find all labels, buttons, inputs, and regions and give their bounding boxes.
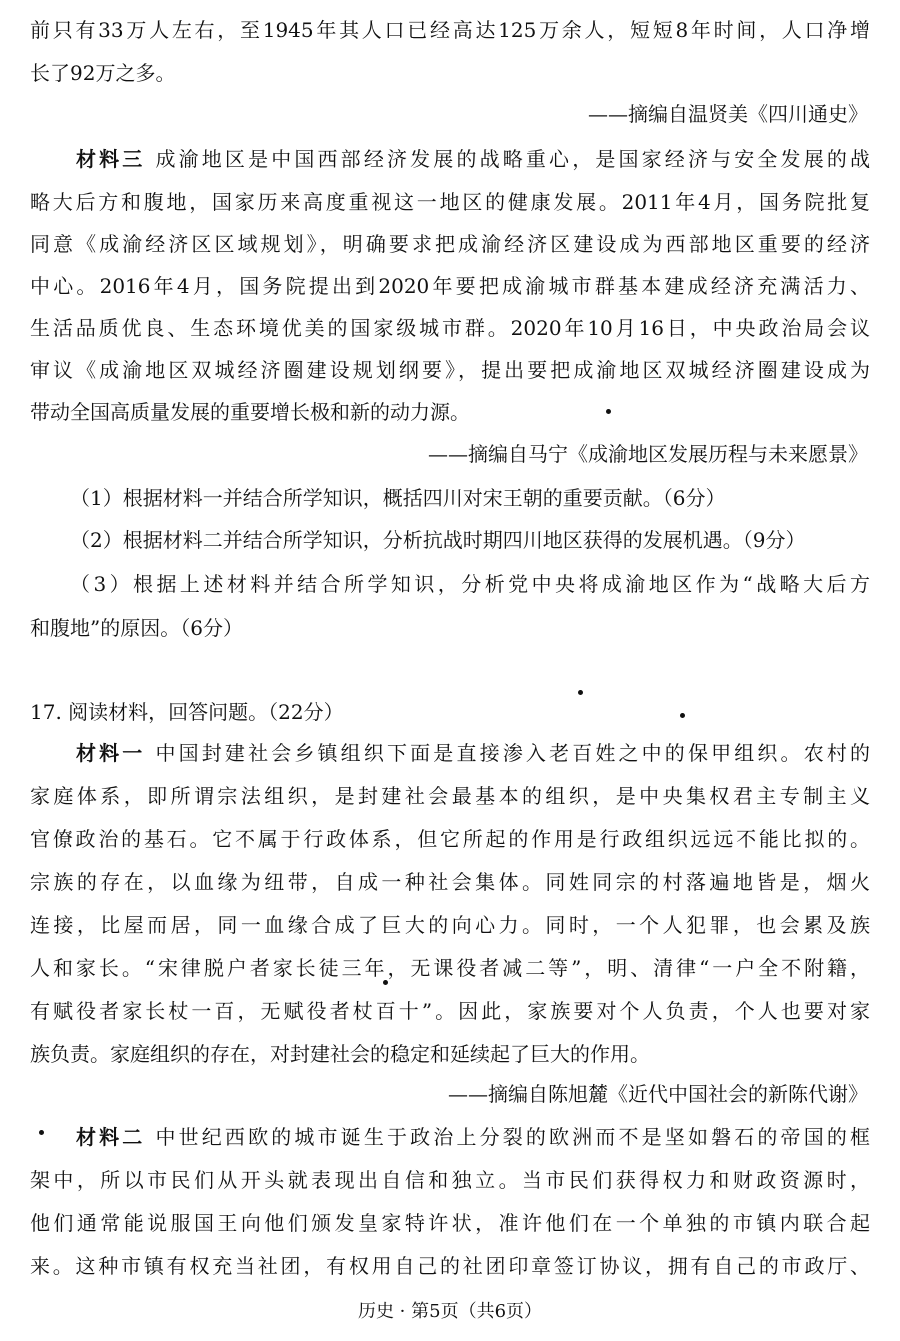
text-line: 中心。2016年4月，国务院提出到2020年要把成渝城市群基本建成经济充满活力、 [30, 274, 870, 298]
text-line: 长了92万之多。 [30, 61, 176, 85]
material-label: 材料三 [76, 147, 146, 171]
text-line: 审议《成渝地区双城经济圈建设规划纲要》，提出要把成渝地区双城经济圈建设成为 [30, 358, 870, 382]
citation: ——摘编自陈旭麓《近代中国社会的新陈代谢》 [448, 1082, 868, 1106]
scan-speck [39, 1130, 44, 1135]
question-item: （2）根据材料二并结合所学知识，分析抗战时期四川地区获得的发展机遇。（9分） [70, 528, 806, 552]
question-item: （1）根据材料一并结合所学知识，概括四川对宋王朝的重要贡献。（6分） [70, 486, 726, 510]
text-line: 他们通常能说服国王向他们颁发皇家特许状，准许他们在一个单独的市镇内联合起 [30, 1211, 870, 1235]
text-line: 人和家长。“宋律脱户者家长徒三年，无课役者减二等”，明、清律“一户全不附籍， [30, 956, 870, 980]
text-line: 略大后方和腹地，国家历来高度重视这一地区的健康发展。2011年4月，国务院批复 [30, 190, 870, 214]
material-label: 材料二 [76, 1125, 146, 1149]
text-line: 家庭体系，即所谓宗法组织，是封建社会最基本的组织，是中央集权君主专制主义 [30, 784, 870, 808]
text-line: 宗族的存在，以血缘为纽带，自成一种社会集体。同姓同宗的村落遍地皆是，烟火 [30, 870, 870, 894]
material1-first-line [30, 739, 870, 767]
text-line: 中国封建社会乡镇组织下面是直接渗入老百姓之中的保甲组织。农村的 [155, 741, 870, 765]
question-heading: 17. 阅读材料，回答问题。（22分） [30, 700, 344, 724]
text-line: 前只有33万人左右，至1945年其人口已经高达125万余人，短短8年时间，人口净增 [30, 18, 870, 42]
scan-speck [680, 713, 685, 718]
text-line: 成渝地区是中国西部经济发展的战略重心，是国家经济与安全发展的战 [155, 147, 870, 171]
text-line: 带动全国高质量发展的重要增长极和新的动力源。 [30, 400, 470, 424]
material3-first-line [30, 145, 870, 173]
question-item: 和腹地”的原因。（6分） [30, 616, 243, 640]
text-line: 同意《成渝经济区区域规划》，明确要求把成渝经济区建设成为西部地区重要的经济 [30, 232, 870, 256]
question-item: （3）根据上述材料并结合所学知识，分析党中央将成渝地区作为“战略大后方 [70, 572, 870, 596]
text-line: 官僚政治的基石。它不属于行政体系，但它所起的作用是行政组织远远不能比拟的。 [30, 827, 870, 851]
text-line: 架中，所以市民们从开头就表现出自信和独立。当市民们获得权力和财政资源时， [30, 1168, 870, 1192]
scan-speck [578, 690, 583, 695]
citation: ——摘编自马宁《成渝地区发展历程与未来愿景》 [428, 442, 868, 466]
text-line: 中世纪西欧的城市诞生于政治上分裂的欧洲而不是坚如磐石的帝国的框 [155, 1125, 870, 1149]
page-footer: 历史 · 第5页（共6页） [357, 1301, 543, 1322]
text-line: 族负责。家庭组织的存在，对封建社会的稳定和延续起了巨大的作用。 [30, 1042, 650, 1066]
material2-first-line [30, 1123, 870, 1151]
text-line: 来。这种市镇有权充当社团，有权用自己的社团印章签订协议，拥有自己的市政厅、 [30, 1254, 870, 1278]
scan-speck [383, 980, 388, 985]
scan-speck [606, 409, 611, 414]
citation: ——摘编自温贤美《四川通史》 [588, 102, 868, 126]
text-line: 生活品质优良、生态环境优美的国家级城市群。2020年10月16日，中央政治局会议 [30, 316, 870, 340]
material-label: 材料一 [76, 741, 146, 765]
text-line: 连接，比屋而居，同一血缘合成了巨大的向心力。同时，一个人犯罪，也会累及族 [30, 913, 870, 937]
text-line: 有赋役者家长杖一百，无赋役者杖百十”。因此，家族要对个人负责，个人也要对家 [30, 999, 870, 1023]
